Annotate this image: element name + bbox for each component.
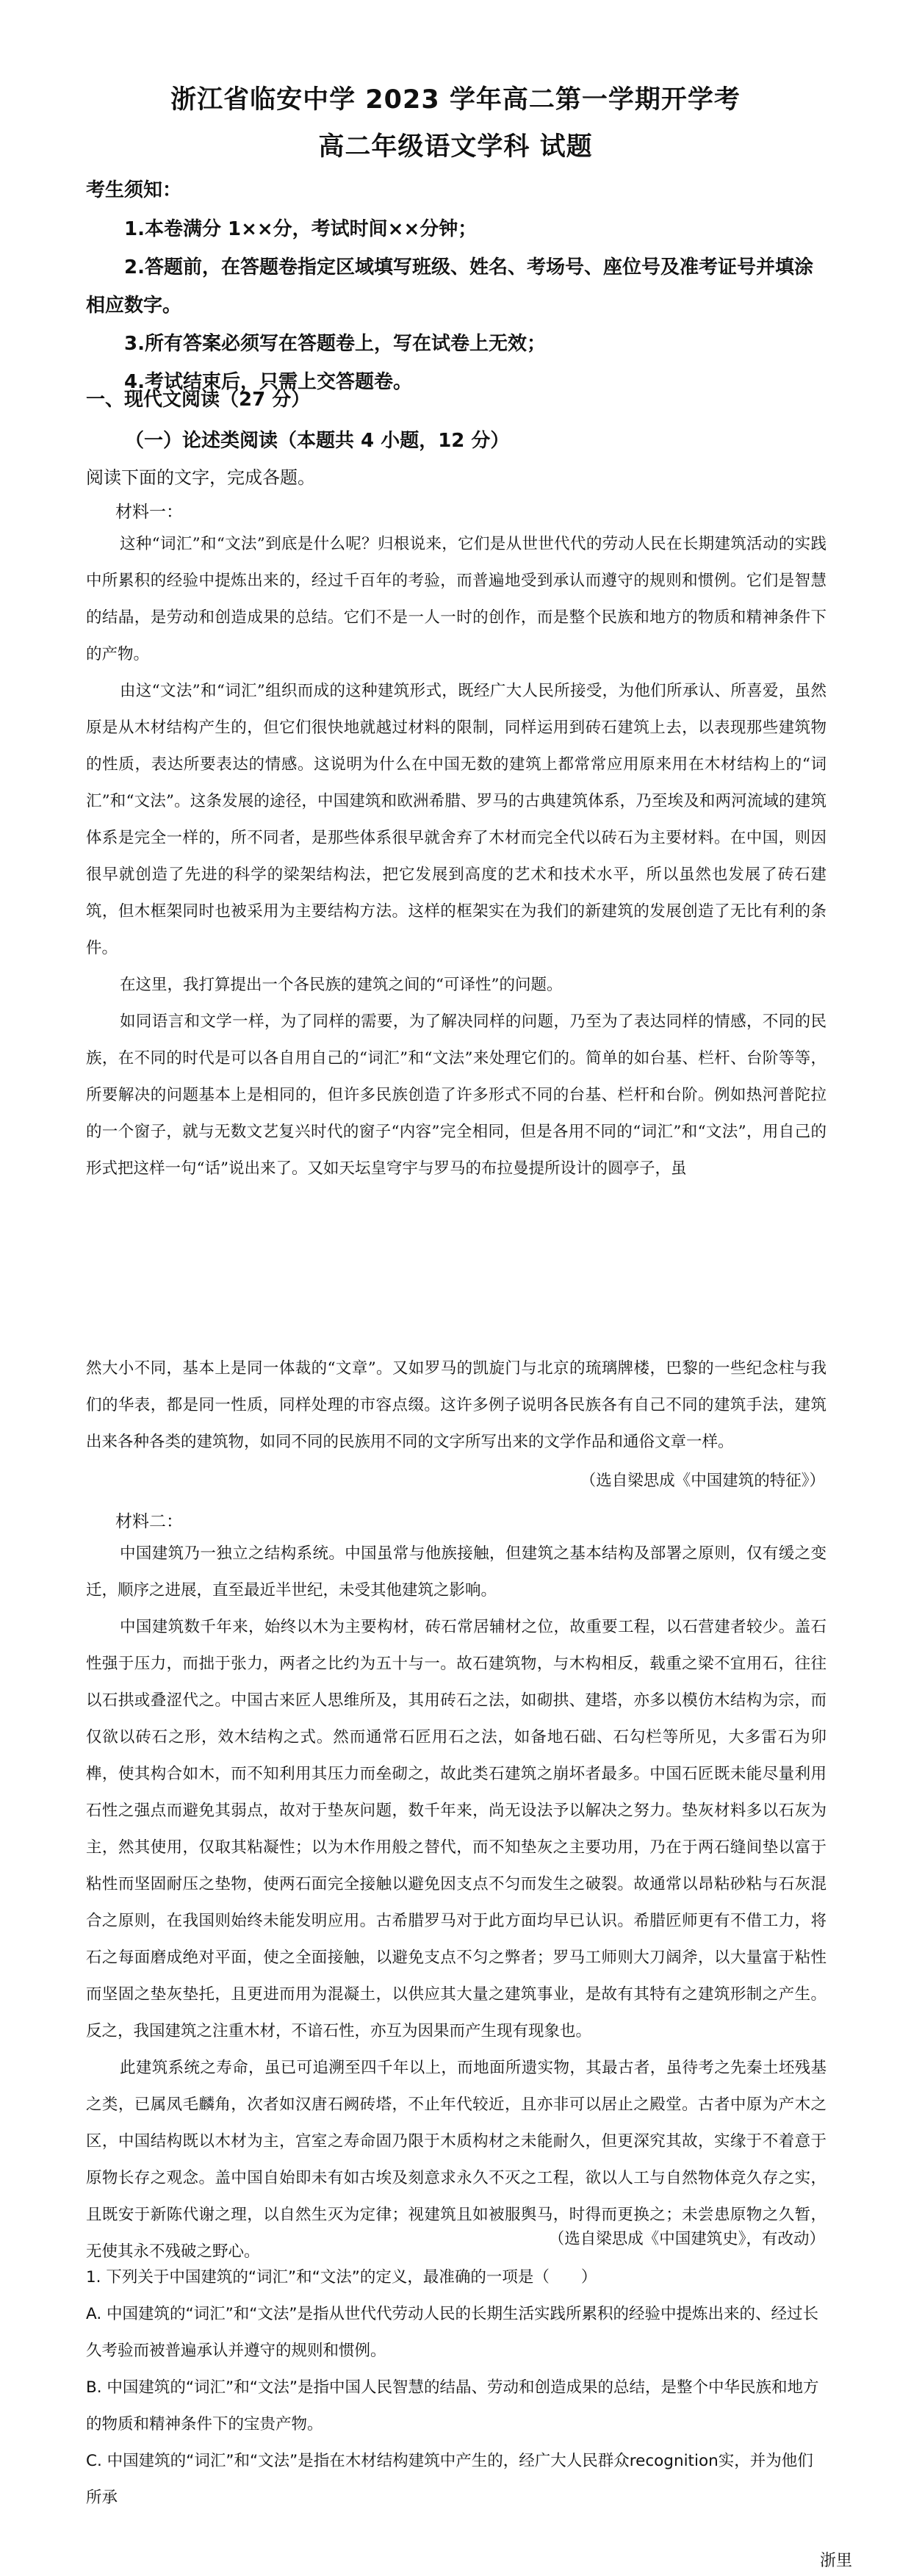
material-1-source: （选自梁思成《中国建筑的特征》） — [580, 1472, 825, 1490]
material-1-continuation — [86, 1350, 827, 1461]
notice-item: 2.答题前，在答题卷指定区域填写班级、姓名、考场号、座位号及准考证号并填涂相应数字。 — [86, 256, 813, 317]
exam-subtitle: 高二年级语文学科 试题 — [318, 132, 593, 162]
notice-item: 1.本卷满分 1××分，考试时间××分钟； — [124, 218, 478, 240]
paragraph: 这种“词汇”和“文法”到底是什么呢？归根说来，它们是从世世代代的劳动人民在长期建筑活动的实践中所累积的经验中提炼出来的，经过千百年的考验，而普遍地受到承认而遵守的规则和惯例。它们是智慧的结晶，是劳动和创造成果的总结。它们不是一人一时的创作，而是整个民族和地方的物质和精神条件下的产物。 — [86, 535, 827, 663]
notice-item: 4.考试结束后，只需上交答题卷。 — [124, 371, 412, 393]
paragraph: 中国建筑乃一独立之结构系统。中国虽常与他族接触，但建筑之基本结构及部署之原则，仅有缓之变迁，顺序之进展，直至最近半世纪，未受其他建筑之影响。 — [86, 1544, 827, 1600]
notice-heading: 考生须知： — [86, 179, 182, 201]
material-2-body — [86, 1536, 827, 2270]
option-c: C. 中国建筑的“词汇”和“文法”是指在木材结构建筑中产生的，经广大人民群众recognition实，并为他们所承 — [86, 2452, 813, 2507]
reading-instruction: 阅读下面的文字，完成各题。 — [86, 467, 315, 488]
notice-list — [86, 210, 827, 401]
paragraph: 中国建筑数千年来，始终以木为主要构材，砖石常居辅材之位，故重要工程，以石营建者较少。盖石性强于压力，而拙于张力，两者之比约为五十与一。故石建筑物，与木构相反，载重之梁不宜用石，往往以石拱或叠涩代之。中国古来匠人思维所及，其用砖石之法，如砌拱、建塔，亦多以模仿木结构为宗，而仅欲以砖石之形，效木结构之式。然而通常石匠用石之法，如备地石础、石勾栏等所见，大多雷石为卯榫，使其构合如木，而不知利用其压力而垒砌之，故此类石建筑之崩坏者最多。中国石匠既未能尽量利用石性之强点而避免其弱点，故对于垫灰问题，数千年来，尚无设法予以解决之努力。垫灰材料多以石灰为主，然其使用，仅取其粘凝性；以为木作用般之替代，而不知垫灰之主要功用，乃在于两石缝间垫以富于粘性而坚固耐压之垫物，使两石面完全接触以避免因支点不匀而发生之破裂。故通常以昂粘砂粘与石灰混合之原则，在我国则始终未能发明应用。古希腊罗马对于此方面均早已认识。希腊匠师更有不借工力，将石之每面磨成绝对平面，使之全面接触，以避免支点不匀之弊者；罗马工师则大刀阔斧，以大量富于粘性而坚固之垫灰垫托，且更进而用为混凝土，以供应其大量之建筑事业，是故有其特有之建筑形制之产生。反之，我国建筑之注重木材，不谙石性，亦互为因果而产生现有现象也。 — [86, 1618, 827, 2040]
paragraph: 如同语言和文学一样，为了同样的需要，为了解决同样的问题，乃至为了表达同样的情感，不同的民族，在不同的时代是可以各自用自己的“词汇”和“文法”来处理它们的。简单的如台基、栏杆、台阶等等，所要解决的问题基本上是相同的，但许多民族创造了许多形式不同的台基、栏杆和台阶。例如热河普陀拉的一个窗子，就与无数文艺复兴时代的窗子“内容”完全相同，但是各用不同的“词汇”和“文法”，用自己的形式把这样一句“话”说出来了。又如天坛皇穹宇与罗马的布拉曼提所设计的圆亭子，虽 — [86, 1012, 827, 1178]
section-heading: 一、现代文阅读（27 分） — [86, 389, 311, 411]
material-1-body — [86, 526, 827, 1187]
material-2-label: 材料二： — [115, 1512, 183, 1531]
paragraph: 由这“文法”和“词汇”组织而成的这种建筑形式，既经广大人民所接受，为他们所承认、所喜爱，虽然原是从木材结构产生的，但它们很快地就越过材料的限制，同样运用到砖石建筑上去，以表现那些建筑物的性质，表达所要表达的情感。这说明为什么在中国无数的建筑上都常常应用原来用在木材结构上的“词汇”和“文法”。这条发展的途径，中国建筑和欧洲希腊、罗马的古典建筑体系，乃至埃及和两河流域的建筑体系是完全一样的，所不同者，是那些体系很早就舍弃了木材而完全代以砖石为主要材料。在中国，则因很早就创造了先进的科学的梁架结构法，把它发展到高度的艺术和技术水平，所以虽然也发展了砖石建筑，但木框架同时也被采用为主要结构方法。这样的框架实在为我们的新建筑的发展创造了无比有利的条件。 — [86, 682, 827, 957]
question-stem: 1. 下列关于中国建筑的“词汇”和“文法”的定义，最准确的一项是（ ） — [86, 2268, 597, 2287]
paragraph: 在这里，我打算提出一个各民族的建筑之间的“可译性”的问题。 — [120, 976, 563, 994]
exam-title: 浙江省临安中学 2023 学年高二第一学期开学考 — [170, 85, 741, 115]
material-2-source: （选自梁思成《中国建筑史》，有改动） — [548, 2230, 825, 2248]
material-1-label: 材料一： — [115, 503, 183, 522]
option-b: B. 中国建筑的“词汇”和“文法”是指中国人民智慧的结晶、劳动和创造成果的总结，是整个中华民族和地方的物质和精神条件下的宝贵产物。 — [86, 2378, 819, 2433]
paragraph: 然大小不同，基本上是同一体裁的“文章”。又如罗马的凯旋门与北京的琉璃牌楼，巴黎的一些纪念柱与我们的华表，都是同一性质，同样处理的市容点缀。这许多例子说明各民族各有自己不同的建筑手法，建筑出来各种各类的建筑物，如同不同的民族用不同的文字所写出来的文学作品和通俗文章一样。 — [86, 1359, 827, 1451]
option-a: A. 中国建筑的“词汇”和“文法”是指从世代代劳动人民的长期生活实践所累积的经验中提炼出来的、经过长久考验而被普遍承认并遵守的规则和惯例。 — [86, 2305, 819, 2360]
paragraph: 此建筑系统之寿命，虽已可追溯至四千年以上，而地面所遗实物，其最古者，虽待考之先秦土坯残基之类，已属凤毛麟角，次者如汉唐石阙砖塔，不止年代较近，且亦非可以居止之殿堂。古者中原为产木之区，中国结构既以木材为主，宫室之寿命固乃限于木质构材之未能耐久，但更深究其故，实缘于不着意于原物长存之观念。盖中国自始即未有如古埃及刻意求永久不灭之工程，欲以人工与自然物体竞久存之实，且既安于新陈代谢之理，以自然生灭为定律；视建筑且如被服舆马，时得而更换之；未尝患原物之久暂，无使其永不残破之野心。 — [86, 2059, 827, 2261]
question-1 — [86, 2259, 827, 2516]
notice-item: 3.所有答案必须写在答题卷上，写在试卷上无效； — [124, 333, 546, 355]
subsection-heading: （一）论述类阅读（本题共 4 小题，12 分） — [125, 430, 510, 452]
page-footer: 浙里 — [819, 2552, 852, 2570]
